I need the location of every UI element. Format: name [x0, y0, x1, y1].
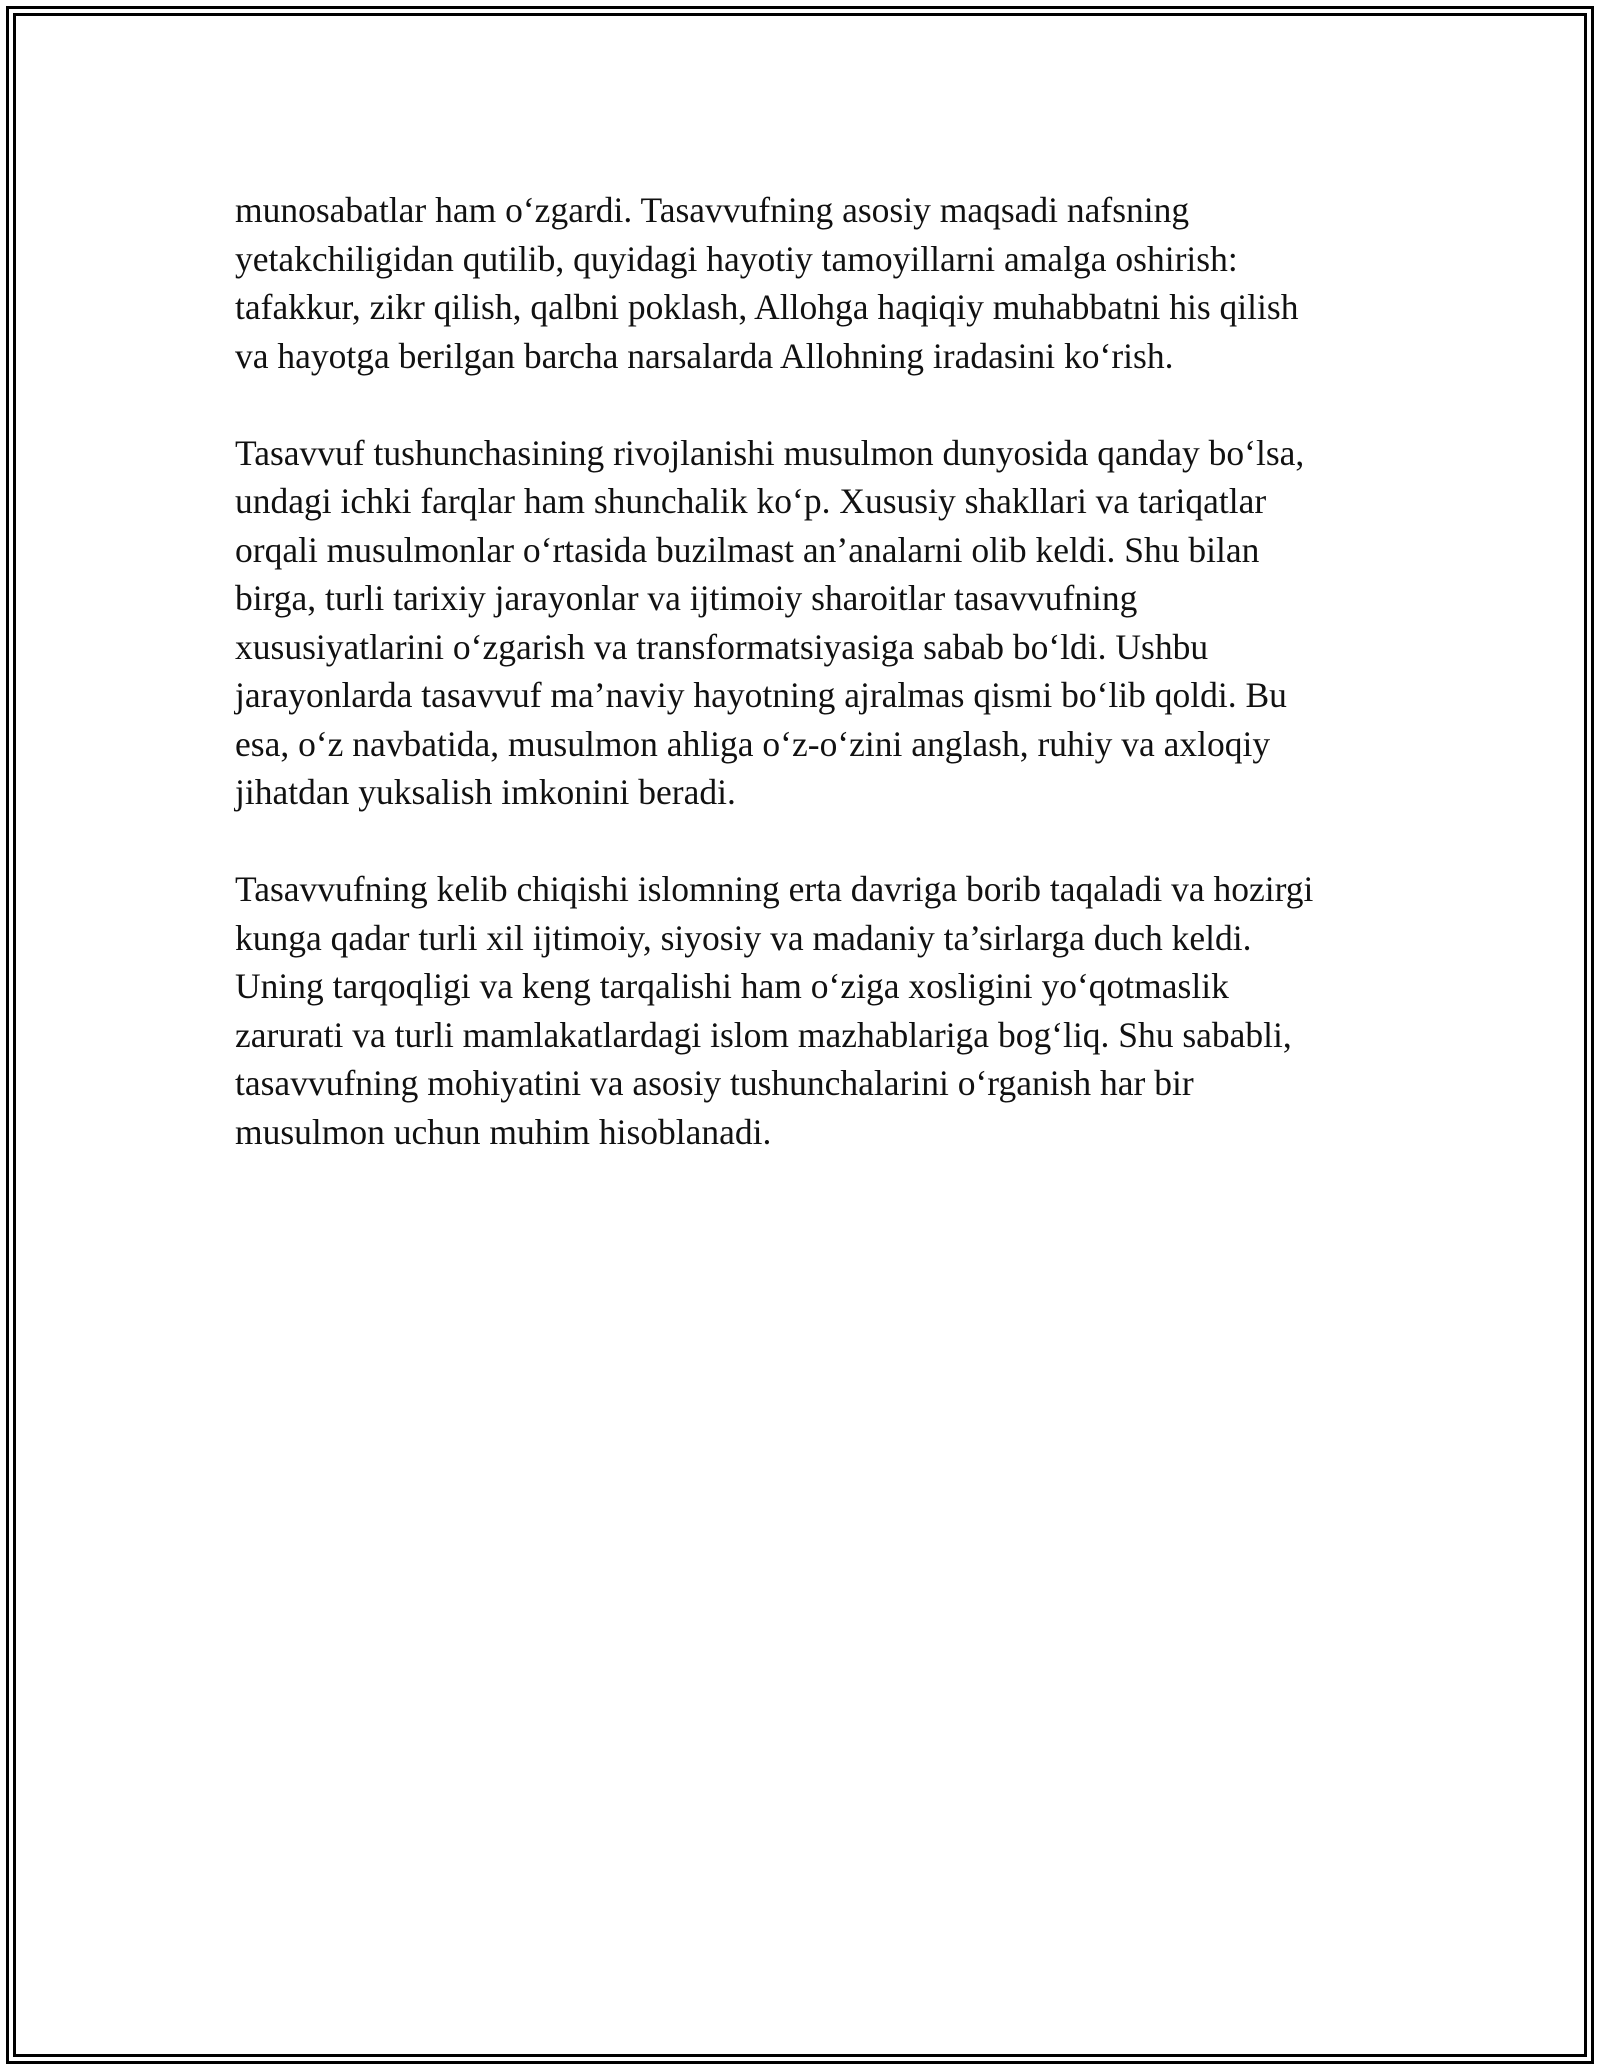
paragraph: munosabatlar ham o‘zgardi. Tasavvufning asosiy maqsadi nafsning yetakchiligidan qutilib, quyidagi hayotiy tamoyillarni amalga oshirish: tafakkur, zikr qilish, qalbni poklash, Allohga haqiqiy muhabbatni his qilish va hayotga berilgan barcha narsalarda Allohning iradasini ko‘rish. — [235, 190, 1299, 376]
paragraph: Tasavvuf tushunchasining rivojlanishi musulmon dunyosida qanday bo‘lsa, undagi ichki farqlar ham shunchalik ko‘p. Xususiy shakllari va tariqatlar orqali musulmonlar o‘rtasida buzilmast an’analarni olib keldi. Shu bilan birga, turli tarixiy jarayonlar va ijtimoiy sharoitlar tasavvufning xususiyatlarini o‘zgarish va transformatsiyasiga sabab bo‘ldi. Ushbu jarayonlarda tasavvuf ma’naviy hayotning ajralmas qismi bo‘lib qoldi. Bu esa, o‘z navbatida, musulmon ahliga o‘z-o‘zini anglash, ruhiy va axloqiy jihatdan yuksalish imkonini beradi. — [235, 432, 1305, 812]
document-body — [235, 186, 1365, 1205]
paragraph: Tasavvufning kelib chiqishi islomning erta davriga borib taqaladi va hozirgi kunga qadar turli xil ijtimoiy, siyosiy va madaniy ta’sirlarga duch keldi. Uning tarqoqligi va keng tarqalishi ham o‘ziga xosligini yo‘qotmaslik zarurati va turli mamlakatlardagi islom mazhablariga bog‘liq. Shu sababli, tasavvufning mohiyatini va asosiy tushunchalarini o‘rganish har bir musulmon uchun muhim hisoblanadi. — [235, 869, 1314, 1152]
